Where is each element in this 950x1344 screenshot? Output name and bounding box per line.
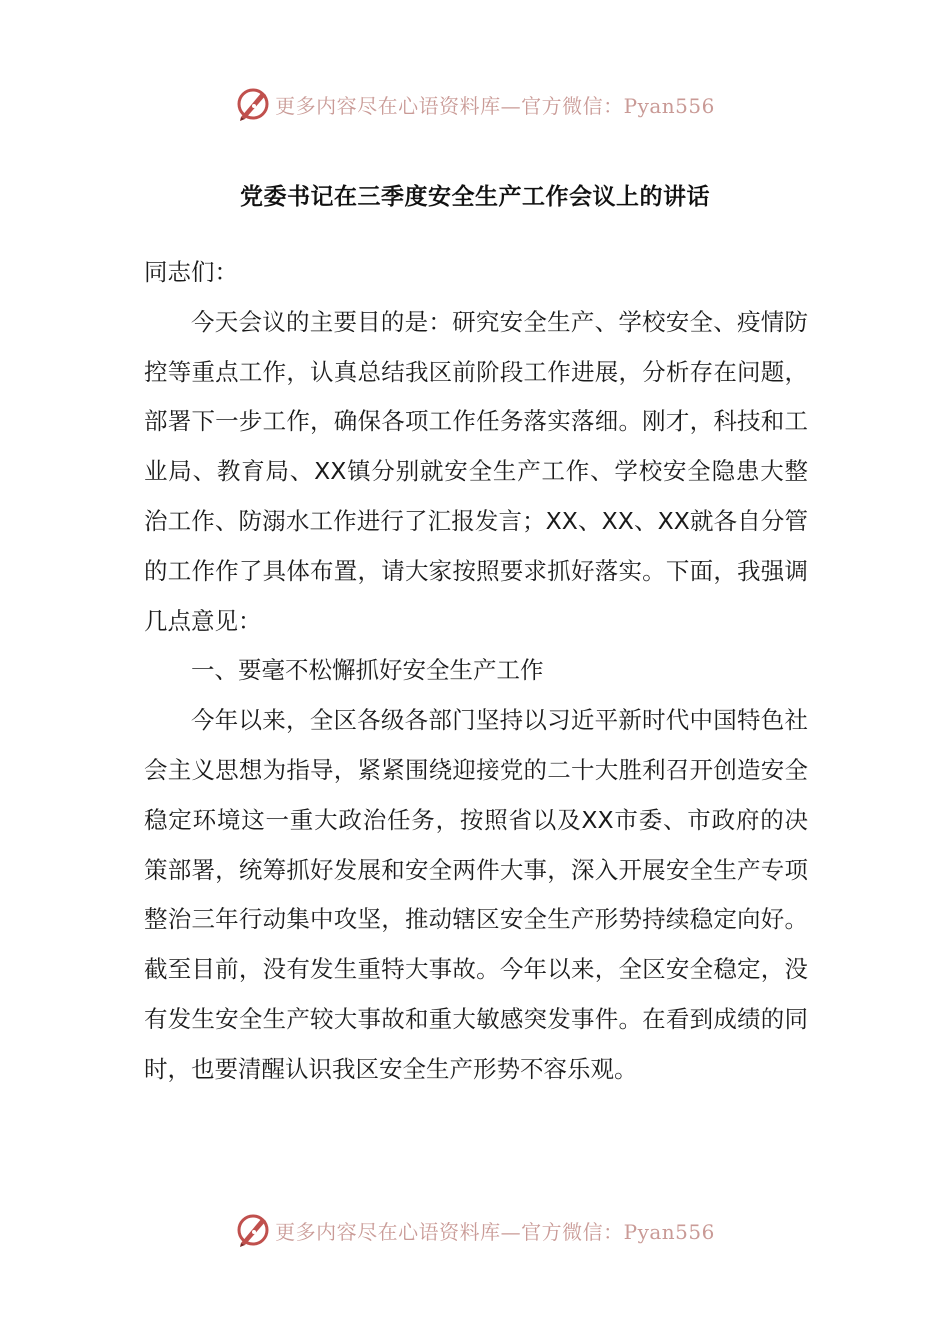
salutation: 同志们： [144, 258, 238, 286]
pen-in-circle-logo-icon [235, 86, 271, 122]
pen-in-circle-logo-icon [235, 1212, 271, 1248]
document-title: 党委书记在三季度安全生产工作会议上的讲话 [240, 184, 710, 210]
watermark-footer-inner [235, 1212, 715, 1248]
watermark-header-inner [235, 86, 715, 122]
section-heading: 一、要毫不松懈抓好安全生产工作 [191, 656, 544, 685]
watermark-text: 更多内容尽在心语资料库—官方微信：Pyan556 [275, 93, 715, 118]
watermark-text: 更多内容尽在心语资料库—官方微信：Pyan556 [275, 1219, 715, 1244]
document-body [144, 248, 808, 1095]
watermark-header [0, 82, 950, 126]
watermark-footer [0, 1208, 950, 1252]
paragraph-intro: 今天会议的主要目的是：研究安全生产、学校安全、疫情防控等重点工作，认真总结我区前阶段工作进展，分析存在问题，部署下一步工作，确保各项工作任务落实落细。刚才，科技和工业局、教育局、XX镇分别就安全生产工作、学校安全隐患大整治工作、防溺水工作进行了汇报发言；XX、XX、XX就各自分管的工作作了具体布置，请大家按照要求抓好落实。下面，我强调几点意见： [144, 307, 808, 635]
paragraph-section-1: 今年以来，全区各级各部门坚持以习近平新时代中国特色社会主义思想为指导，紧紧围绕迎接党的二十大胜利召开创造安全稳定环境这一重大政治任务，按照省以及XX市委、市政府的决策部署，统筹抓好发展和安全两件大事，深入开展安全生产专项整治三年行动集中攻坚，推动辖区安全生产形势持续稳定向好。截至目前，没有发生重特大事故。今年以来，全区安全稳定，没有发生安全生产较大事故和重大敏感突发事件。在看到成绩的同时，也要清醒认识我区安全生产形势不容乐观。 [144, 706, 808, 1083]
